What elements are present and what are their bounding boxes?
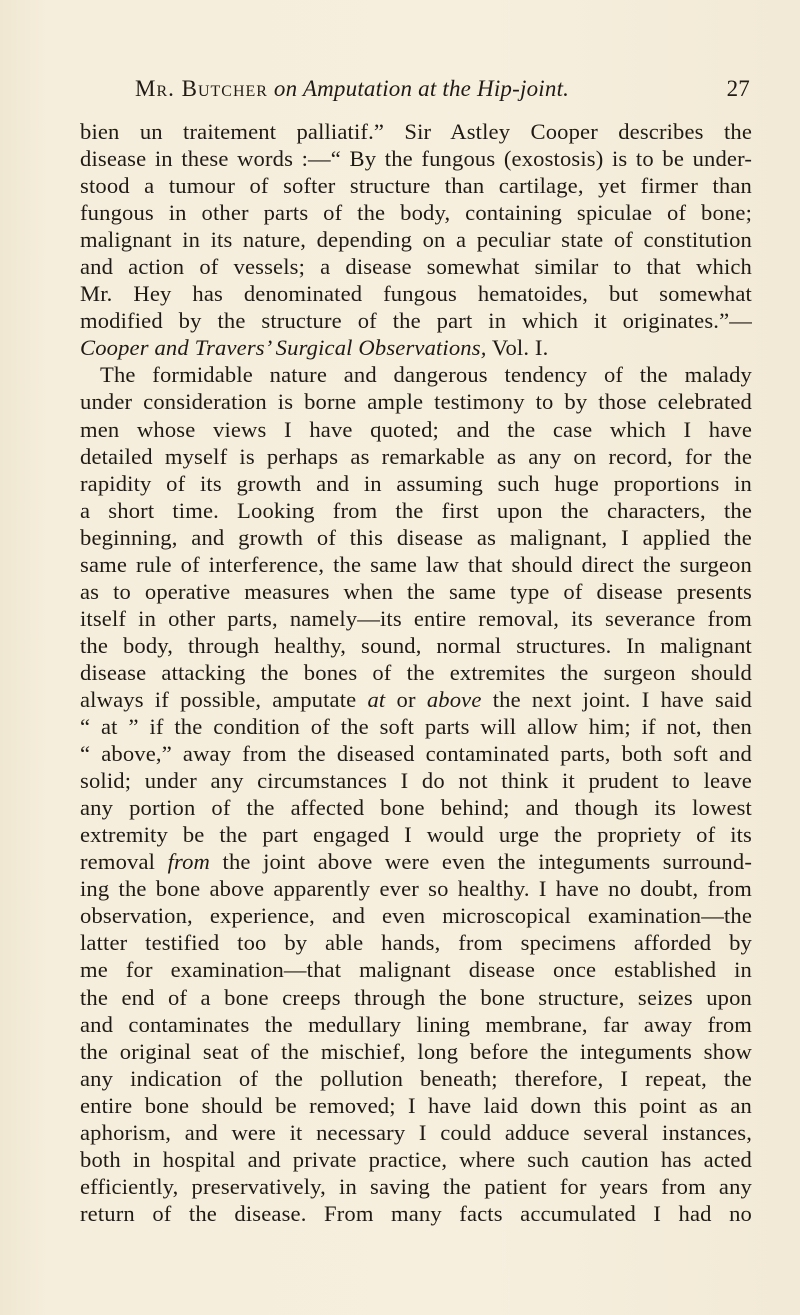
line-text: modified by the structure of the part in which it originates.”— [80, 308, 752, 334]
line-text: observation, experience, and even microscopical examination—the [80, 903, 752, 929]
body-text [80, 118, 752, 1227]
text-line [80, 416, 752, 443]
line-text: under consideration is borne ample testimony to by those celebrated [80, 389, 752, 415]
text-line [80, 1200, 752, 1227]
text-line [80, 497, 752, 524]
text-line [80, 740, 752, 767]
text-line [80, 388, 752, 415]
text-line [80, 470, 752, 497]
running-header [135, 76, 750, 110]
text-line [80, 1146, 752, 1173]
text-line [80, 713, 752, 740]
line-text: and contaminates the medullary lining membrane, far away from [80, 1011, 752, 1037]
text-line [80, 984, 752, 1011]
text-line [80, 280, 752, 307]
line-text: any portion of the affected bone behind; and though its lowest [80, 795, 752, 821]
line-text: extremity be the part engaged I would urge the propriety of its [80, 822, 752, 848]
line-text: both in hospital and private practice, where such caution has acted [80, 1146, 752, 1172]
text-line [80, 578, 752, 605]
line-text: or [385, 686, 427, 712]
author-prefix: Mr. [135, 76, 182, 101]
text-line [80, 875, 752, 902]
text-line [80, 1011, 752, 1038]
text-line [80, 821, 752, 848]
line-text: disease in these words :—“ By the fungous (exostosis) is to be under- [80, 146, 752, 172]
line-text: beginning, and growth of this disease as malignant, I applied the [80, 524, 752, 550]
line-text: fungous in other parts of the body, containing spiculae of bone; [80, 200, 752, 226]
text-line [80, 767, 752, 794]
text-line [80, 361, 752, 388]
text-line [80, 334, 752, 361]
text-line [80, 848, 752, 875]
text-line [80, 659, 752, 686]
line-text: Vol. I. [486, 335, 549, 361]
text-line [80, 1038, 752, 1065]
line-text: The formidable nature and dangerous tendency of the malady [100, 362, 752, 388]
line-text: malignant in its nature, depending on a peculiar state of constitution [80, 227, 752, 253]
line-text: rapidity of its growth and in assuming such huge proportions in [80, 470, 752, 496]
line-text: aphorism, and were it necessary I could adduce several instances, [80, 1119, 752, 1145]
line-text: Mr. Hey has denominated fungous hematoides, but somewhat [80, 281, 752, 307]
text-line [80, 551, 752, 578]
emphasis-word: from [167, 849, 211, 875]
text-line [80, 524, 752, 551]
line-text: a short time. Looking from the first upon the characters, the [80, 497, 752, 523]
line-text: removal [80, 849, 168, 875]
line-text: men whose views I have quoted; and the case which I have [80, 416, 752, 442]
text-line [80, 1119, 752, 1146]
line-text: disease attacking the bones of the extremites the surgeon should [80, 659, 752, 685]
line-text: same rule of interference, the same law that should direct the surgeon [80, 551, 752, 577]
line-text: the body, through healthy, sound, normal structures. In malignant [80, 632, 752, 658]
line-text: stood a tumour of softer structure than cartilage, yet firmer than [80, 173, 752, 199]
line-text: itself in other parts, namely—its entire removal, its severance from [80, 605, 752, 631]
line-text: me for examination—that malignant disease once established in [80, 957, 752, 983]
line-text: return of the disease. From many facts accumulated I had no [80, 1200, 752, 1226]
running-title [135, 76, 569, 102]
line-text: always if possible, amputate [80, 686, 368, 712]
text-line [80, 443, 752, 470]
line-text: ing the bone above apparently ever so healthy. I have no doubt, from [80, 876, 752, 902]
text-line [80, 956, 752, 983]
line-text: bien un traitement palliatif.” Sir Astley Cooper describes the [80, 119, 752, 144]
emphasis-word: at [367, 686, 386, 712]
text-line [80, 307, 752, 334]
text-line [80, 118, 752, 145]
text-line [80, 1092, 752, 1119]
text-line [80, 1173, 752, 1200]
text-line [80, 199, 752, 226]
line-text: detailed myself is perhaps as remarkable as any on record, for the [80, 443, 752, 469]
line-text: “ at ” if the condition of the soft parts will allow him; if not, then [80, 714, 752, 740]
citation-italic: Cooper and Travers’ Surgical Observations, [80, 335, 487, 361]
line-text: “ above,” away from the diseased contaminated parts, both soft and [80, 741, 752, 767]
line-text: the joint above were even the integuments surround- [210, 849, 753, 875]
text-line [80, 253, 752, 280]
author-name: Butcher [181, 76, 268, 101]
text-line [80, 605, 752, 632]
line-text: entire bone should be removed; I have laid down this point as an [80, 1092, 752, 1118]
text-line [80, 1065, 752, 1092]
text-line [80, 929, 752, 956]
text-line [80, 686, 752, 713]
line-text: the original seat of the mischief, long before the integuments show [80, 1038, 752, 1064]
article-title: on Amputation at the Hip-joint. [273, 76, 570, 101]
line-text: the end of a bone creeps through the bone structure, seizes upon [80, 984, 752, 1010]
line-text: latter testified too by able hands, from specimens afforded by [80, 930, 752, 956]
line-text: any indication of the pollution beneath; therefore, I repeat, the [80, 1065, 752, 1091]
text-line [80, 794, 752, 821]
text-line [80, 145, 752, 172]
line-text: as to operative measures when the same type of disease presents [80, 578, 752, 604]
text-line [80, 226, 752, 253]
text-line [80, 172, 752, 199]
line-text: efficiently, preservatively, in saving the patient for years from any [80, 1173, 752, 1199]
text-line [80, 902, 752, 929]
page-number: 27 [726, 76, 750, 101]
emphasis-word: above [426, 686, 482, 712]
line-text: solid; under any circumstances I do not think it prudent to leave [80, 768, 752, 794]
line-text: the next joint. I have said [481, 686, 752, 712]
line-text: and action of vessels; a disease somewhat similar to that which [80, 254, 752, 280]
text-line [80, 632, 752, 659]
